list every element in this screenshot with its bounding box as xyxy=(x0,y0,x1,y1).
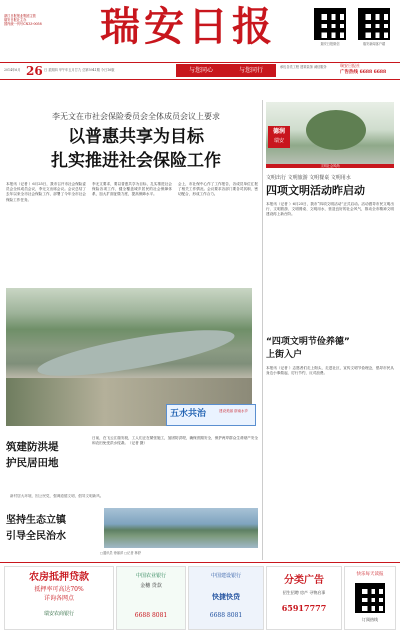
slogan-bar xyxy=(176,64,276,77)
lead-body xyxy=(92,182,172,282)
ad-brand: 中国建设银行 xyxy=(210,573,241,579)
ad-divider xyxy=(0,562,400,563)
ad-abc xyxy=(116,566,186,630)
virtue-badge xyxy=(268,126,290,148)
publisher-line: 浙江日报报业集团主管 xyxy=(4,14,36,18)
badge-sub: 建设美丽 浙南水乡 xyxy=(219,409,249,413)
right-caption-strip: 文明社会风尚 xyxy=(266,164,394,168)
ad-brand: 中国农业银行 xyxy=(135,573,166,579)
column-divider xyxy=(262,100,263,560)
bottom-left-headline: 坚持生态立镇 xyxy=(6,515,66,526)
date-day: 26 xyxy=(26,64,43,78)
qr-code-app xyxy=(358,8,390,40)
lead-kicker: 李无文在市社会保险委员会全体成员会议上要求 xyxy=(52,112,220,121)
ad-ccb xyxy=(188,566,264,630)
ad-hotline: 6688 8081 xyxy=(209,612,243,619)
caption-text: 日前，在飞云江瑞安段，工人们正在紧张施工，加固防洪堤，确保汛期安全，保护两岸群众生命财产安全和农田免受洪水侵袭。（记者 摄） xyxy=(92,436,258,446)
lead-headline: 以普惠共享为目标 xyxy=(68,127,204,147)
ad-line: 招生招聘 房产 寻物启事 xyxy=(282,590,326,595)
ad-hotline: 65917777 xyxy=(281,603,327,613)
slogan-tab: 与您同心 xyxy=(188,67,213,74)
ad-line: 订阅热线 xyxy=(362,617,378,622)
qr-code-wechat xyxy=(314,8,346,40)
ad-classified xyxy=(266,566,342,630)
lead-paragraph: 本报讯（记者 ）6月25日，我市召开市社会保险委员会全体成员会议，李无文出席会议。会议总结了去年以来全市社会保险工作，部署了今年全市社会保险工作任务。 xyxy=(6,182,86,202)
lead-body xyxy=(6,182,86,282)
five-water-badge xyxy=(166,404,256,426)
lead-paragraph: 李无文要求，要以普惠共享为目标，扎实推进社会保险各项工作，健全覆盖城乡居民的社会保障体系，加大扩面征缴力度，提高保障水平。 xyxy=(92,182,172,197)
date-prefix: 2014年6月 xyxy=(4,68,21,72)
bottom-left-headline: 引导全民治水 xyxy=(6,531,66,542)
masthead xyxy=(0,0,400,70)
dateline-bar xyxy=(0,62,400,80)
ad-line: 详询各网点 xyxy=(43,595,74,602)
lead-paragraph: 会上，市社保中心作了工作报告，各成员单位汇报了相关工作情况。会议要求各部门要各司其职、密切配合，形成工作合力。 xyxy=(178,182,258,197)
ad-qr-code xyxy=(355,583,385,613)
lead-headline: 扎实推进社会保险工作 xyxy=(51,151,221,171)
right-photo xyxy=(266,102,394,164)
right-body: 本报讯（记者 ）6月25日，我市“四项文明活动”正式启动。活动倡导市民文明出行、文明旅游、文明餐桌、文明用水，营造良好的社会风气，推动全市精神文明建设再上新台阶。 xyxy=(266,202,394,217)
header-ad-text: 承包各类工程 建筑装饰 诚信服务 xyxy=(280,65,327,69)
river-water xyxy=(35,321,237,385)
tree-shape xyxy=(306,110,366,150)
lead-body xyxy=(178,182,258,282)
virtue-badge-main: 德润 xyxy=(272,128,285,135)
virtue-badge-sub: 瑞安 xyxy=(273,138,284,144)
right-sub-headline: “四项文明节俭养德” xyxy=(266,337,350,347)
right-kicker: 文明出行 文明旅游 文明餐桌 文明用水 xyxy=(266,175,351,181)
masthead-logo: 瑞安日报 xyxy=(100,3,276,50)
ad-line: 抵押率可高达70% xyxy=(34,586,84,593)
qr-label: 瑞安日报微信 xyxy=(320,42,340,46)
header-ad-brand: 瑞安日报社 xyxy=(340,63,360,68)
header-ad-hotline: 广告热线 6688 6688 xyxy=(340,70,387,75)
ad-line: 金穗 贷款 xyxy=(140,583,162,589)
ad-brand: 瑞安农商银行 xyxy=(43,611,74,617)
ad-rural-bank xyxy=(4,566,114,630)
date-text: 日 星期四 甲午年五月廿九 总第5941期 今日16版 xyxy=(44,68,115,72)
publisher-line: 国内统一刊号CN33-0058 xyxy=(4,22,42,27)
slogan-tab: 与您同行 xyxy=(238,67,263,74)
right-sub-body: 本报讯（记者 ）志愿者们走上街头，走进社区，宣传文明节俭理念，倡导市民从身边小事做起，厉行节约，反对浪费。 xyxy=(266,366,394,376)
ad-title: 农房抵押贷款 xyxy=(29,572,89,583)
qr-label: 瑞安新闻客户端 xyxy=(362,42,386,46)
caption-headline: 筑建防洪堤 xyxy=(6,441,59,453)
right-sub-headline: 上街入户 xyxy=(266,350,303,360)
ad-title: 分类广告 xyxy=(284,575,324,586)
ad-hotline: 6688 8081 xyxy=(134,612,168,619)
badge-main: 五水共治 xyxy=(170,409,207,419)
publisher-info xyxy=(4,14,74,27)
bottom-left-text: 新村居大环境，因公民党，强调道德文明，倡导文明新风。 xyxy=(10,494,104,498)
caption-headline: 护民居田地 xyxy=(6,457,59,469)
lake-photo xyxy=(104,508,258,548)
ad-subscribe xyxy=(344,566,396,630)
publisher-line: 瑞安日报社主办 xyxy=(4,18,27,23)
bottom-left-footer: □通讯员 徐丽萍 □记者 林舒 xyxy=(100,551,141,555)
ad-line: 快捷快贷 xyxy=(212,592,240,601)
right-headline: 四项文明活动昨启动 xyxy=(266,184,365,197)
ad-title: 快乐每天读报 xyxy=(356,572,384,577)
